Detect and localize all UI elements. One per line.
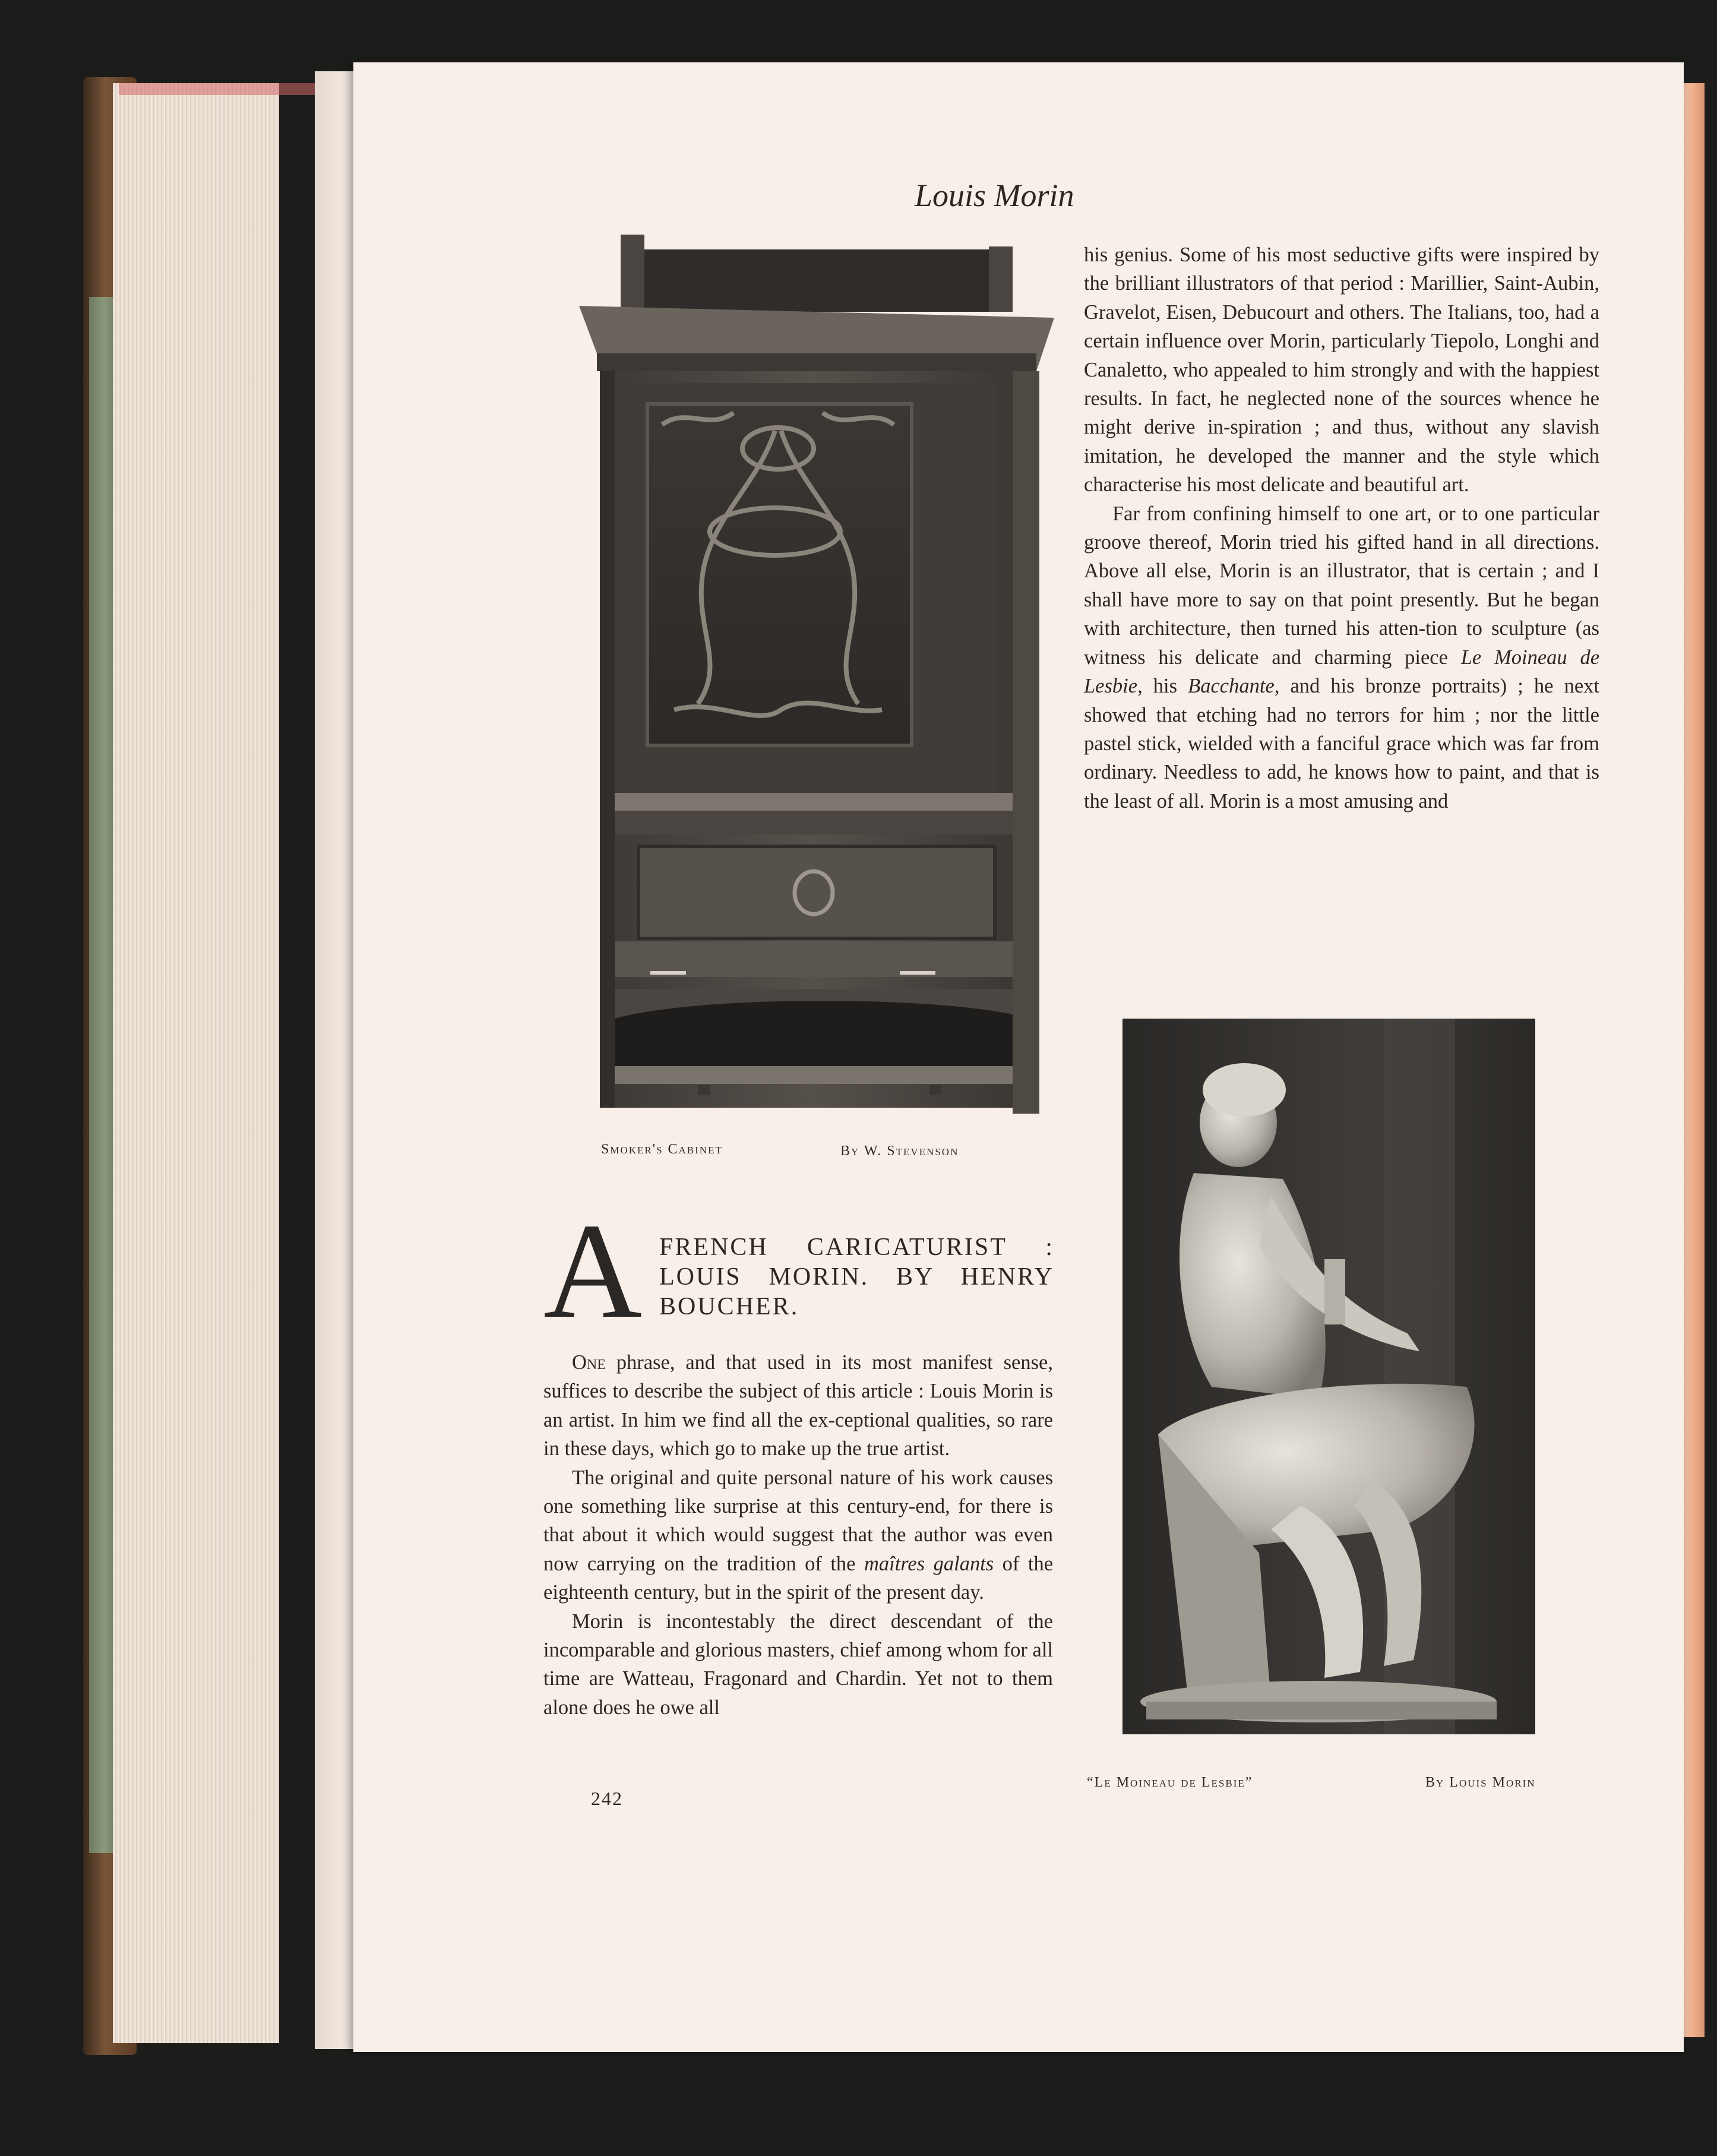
- article-heading: FRENCH CARICATURIST : LOUIS MORIN. BY HENRY BOUCHER.: [659, 1234, 1054, 1320]
- work-title: Le Moineau de Lesbie: [1084, 646, 1600, 698]
- gutter-shadow: [315, 71, 356, 2049]
- paragraph: Morin is incontestably the direct descendant of the incomparable and glorious masters, chief among whom for all time are Watteau, Fragonard and Chardin. Yet not to them alone does he owe all: [543, 1610, 1053, 1719]
- figure2-caption-title: “Le Moineau de Lesbie”: [1087, 1775, 1253, 1790]
- statue-photo-le-moineau-de-lesbie: [1122, 1019, 1535, 1734]
- work-title: Bacchante: [1188, 675, 1275, 698]
- paragraph: his genius. Some of his most seductive gifts were inspired by the brilliant illustrators of that period : Marillier, Saint-Aubin, Gravelot, Eisen, Debucourt and others. The Italians, too, had a certain influence over Morin, particularly Tiepolo, Longhi and Canaletto, who appealed to him strongly and with the happiest results. In fact, he neglected none of the sources whence he might derive in-spiration ; and thus, without any slavish imitation, he developed the manner and the style which characterise his most delicate and beautiful art.: [1084, 244, 1599, 497]
- figure1-caption-title: Smoker's Cabinet: [601, 1142, 723, 1157]
- page-number: 242: [591, 1788, 623, 1809]
- drop-cap: A: [543, 1195, 643, 1346]
- right-text-column: [1084, 241, 1599, 815]
- italic-phrase: maîtres galants: [864, 1552, 994, 1575]
- running-head: Louis Morin: [915, 178, 1074, 213]
- paragraph: The original and quite personal nature of his work causes one something like surprise at this century-end, for there is that about it which would suggest that the author was even now carrying on the tradition of the maîtres galants of the eighteenth century, but in the spirit of the present day.: [543, 1466, 1054, 1604]
- smokers-cabinet-photo: [579, 235, 1057, 1114]
- paragraph: One phrase, and that used in its most manifest sense, suffices to describe the subject of this article : Louis Morin is an artist. In him we find all the ex-ceptional qualities, so rare in these days, which go to make up the true artist.: [543, 1351, 1053, 1460]
- left-text-column: [543, 1348, 1053, 1722]
- lead-in: One: [572, 1351, 606, 1374]
- page-edges-left: [113, 83, 279, 2043]
- figure1-caption-credit: By W. Stevenson: [840, 1143, 959, 1159]
- paragraph: Far from confining himself to one art, or to one particular groove thereof, Morin tried his gifted hand in all directions. Above all else, Morin is an illustrator, that is certain ; and I shall have more to say on that point presently. But he began with architecture, then turned his atten-tion to sculpture (as witness his delicate and charming piece Le Moineau de Lesbie, his Bacchante, and his bronze portraits) ; he next showed that etching had no terrors for him ; nor the little pastel stick, wielded with a fanciful grace which was far from ordinary. Needless to add, he knows how to paint, and that is the least of all. Morin is a most amusing and: [1084, 502, 1600, 813]
- figure2-caption-credit: By Louis Morin: [1425, 1775, 1536, 1790]
